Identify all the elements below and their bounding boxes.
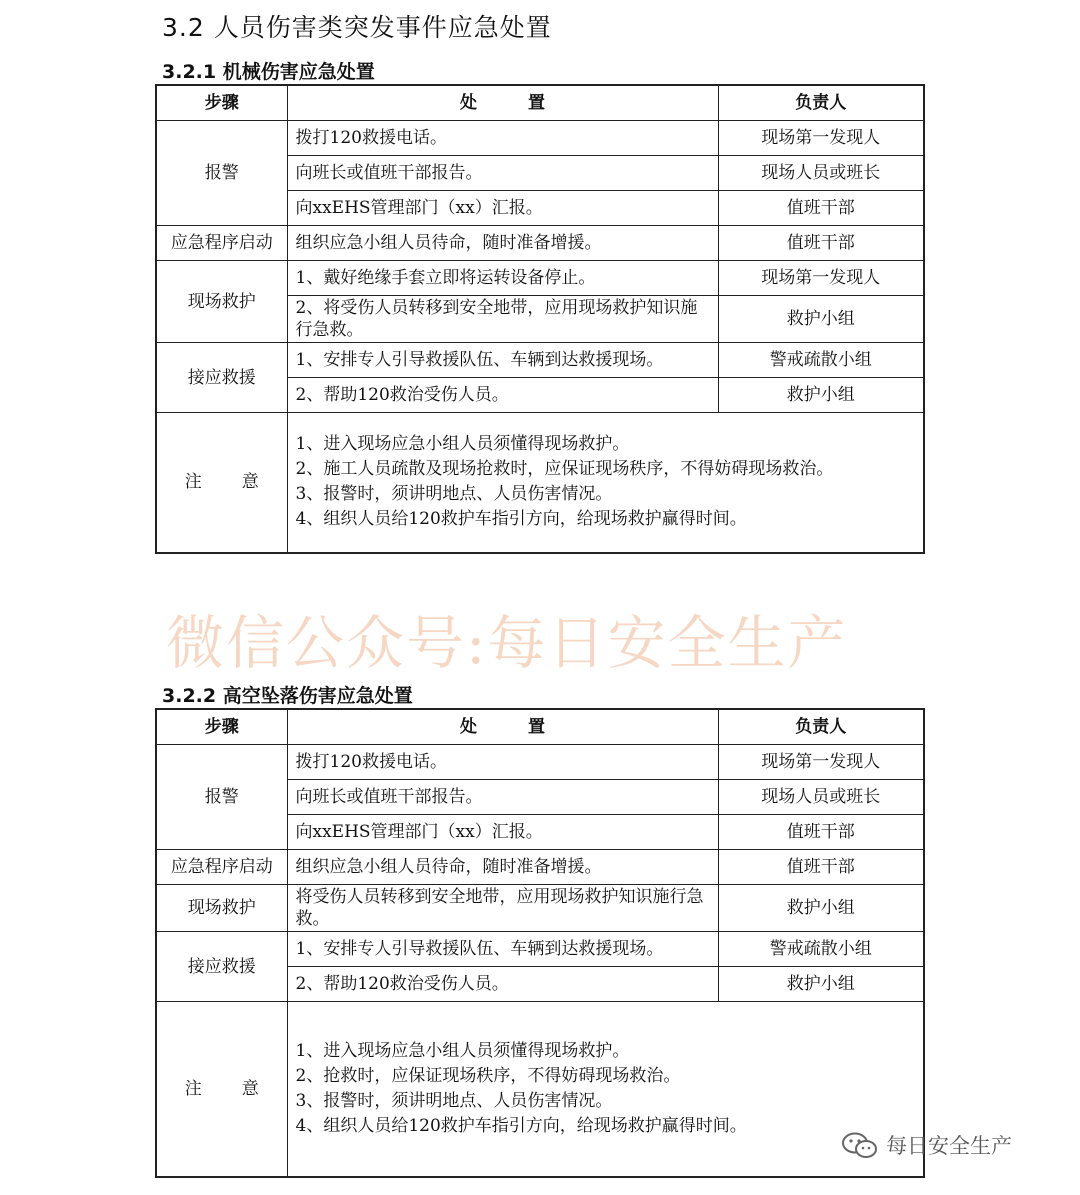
notes-label-b: 意 <box>241 1078 259 1099</box>
step-rescue: 现场救护 <box>156 261 287 343</box>
table-row <box>156 885 924 932</box>
owner-cell: 现场第一发现人 <box>718 121 924 156</box>
owner-cell: 值班干部 <box>718 226 924 261</box>
owner-cell: 救护小组 <box>718 378 924 413</box>
notes-label-b: 意 <box>241 472 259 493</box>
owner-cell: 警戒疏散小组 <box>718 932 924 967</box>
table-row-notes <box>156 1002 924 1177</box>
note-item: 4、组织人员给120救护车指引方向，给现场救护赢得时间。 <box>295 509 747 530</box>
note-item: 2、施工人员疏散及现场抢救时，应保证现场秩序，不得妨碍现场救治。 <box>295 459 834 480</box>
table-row-notes <box>156 413 924 553</box>
owner-cell: 救护小组 <box>718 296 924 343</box>
action-cell: 向xxEHS管理部门（xx）汇报。 <box>287 815 718 850</box>
header-owner: 负责人 <box>718 709 924 745</box>
table-row <box>156 261 924 296</box>
table-mechanical-injury <box>155 84 925 554</box>
note-item: 4、组织人员给120救护车指引方向，给现场救护赢得时间。 <box>295 1115 747 1136</box>
action-cell: 向班长或值班干部报告。 <box>287 780 718 815</box>
table-row <box>156 226 924 261</box>
wechat-icon <box>840 1130 880 1160</box>
table-row <box>156 121 924 156</box>
owner-cell: 现场人员或班长 <box>718 156 924 191</box>
header-action: 处 置 <box>287 709 718 745</box>
action-cell: 向xxEHS管理部门（xx）汇报。 <box>287 191 718 226</box>
action-cell: 1、戴好绝缘手套立即将运转设备停止。 <box>287 261 718 296</box>
step-support: 接应救援 <box>156 932 287 1002</box>
notes-label-a: 注 <box>184 472 202 493</box>
action-cell: 2、帮助120救治受伤人员。 <box>287 378 718 413</box>
action-cell: 2、帮助120救治受伤人员。 <box>287 967 718 1002</box>
action-cell: 1、安排专人引导救援队伍、车辆到达救援现场。 <box>287 343 718 378</box>
owner-cell: 值班干部 <box>718 815 924 850</box>
notes-label-a: 注 <box>184 1078 202 1099</box>
step-start: 应急程序启动 <box>156 850 287 885</box>
note-item: 2、抢救时，应保证现场秩序，不得妨碍现场救治。 <box>295 1065 681 1086</box>
section-title-fall: 3.2.2 高空坠落伤害应急处置 <box>162 685 413 707</box>
page-heading: 3.2 人员伤害类突发事件应急处置 <box>162 13 552 42</box>
table-row <box>156 932 924 967</box>
watermark-text: 微信公众号:每日安全生产 <box>166 609 848 677</box>
action-cell: 2、将受伤人员转移到安全地带，应用现场救护知识施行急救。 <box>287 296 718 343</box>
table-row <box>156 745 924 780</box>
section-title-mechanical: 3.2.1 机械伤害应急处置 <box>162 61 375 83</box>
table-header-row <box>156 85 924 121</box>
header-action: 处 置 <box>287 85 718 121</box>
note-item: 1、进入现场应急小组人员须懂得现场救护。 <box>295 1040 630 1061</box>
note-item: 3、报警时，须讲明地点、人员伤害情况。 <box>295 484 613 505</box>
action-cell: 1、安排专人引导救援队伍、车辆到达救援现场。 <box>287 932 718 967</box>
table-fall-injury <box>155 708 925 1178</box>
step-alarm: 报警 <box>156 745 287 850</box>
action-cell: 拨打120救援电话。 <box>287 745 718 780</box>
step-notes <box>156 413 287 553</box>
brand-name: 每日安全生产 <box>886 1134 1012 1158</box>
notes-list <box>287 413 924 553</box>
header-step: 步骤 <box>156 709 287 745</box>
brand-badge <box>840 1130 1012 1160</box>
table-row <box>156 850 924 885</box>
owner-cell: 值班干部 <box>718 191 924 226</box>
header-step: 步骤 <box>156 85 287 121</box>
notes-list <box>287 1002 924 1177</box>
owner-cell: 救护小组 <box>718 885 924 932</box>
owner-cell: 值班干部 <box>718 850 924 885</box>
owner-cell: 警戒疏散小组 <box>718 343 924 378</box>
action-cell: 组织应急小组人员待命，随时准备增援。 <box>287 850 718 885</box>
owner-cell: 现场第一发现人 <box>718 261 924 296</box>
owner-cell: 现场第一发现人 <box>718 745 924 780</box>
action-cell: 向班长或值班干部报告。 <box>287 156 718 191</box>
owner-cell: 救护小组 <box>718 967 924 1002</box>
owner-cell: 现场人员或班长 <box>718 780 924 815</box>
step-alarm: 报警 <box>156 121 287 226</box>
step-rescue: 现场救护 <box>156 885 287 932</box>
action-cell: 组织应急小组人员待命，随时准备增援。 <box>287 226 718 261</box>
table-row <box>156 343 924 378</box>
table-header-row <box>156 709 924 745</box>
step-notes <box>156 1002 287 1177</box>
note-item: 3、报警时，须讲明地点、人员伤害情况。 <box>295 1090 613 1111</box>
step-support: 接应救援 <box>156 343 287 413</box>
action-cell: 将受伤人员转移到安全地带，应用现场救护知识施行急救。 <box>287 885 718 932</box>
header-owner: 负责人 <box>718 85 924 121</box>
note-item: 1、进入现场应急小组人员须懂得现场救护。 <box>295 434 630 455</box>
action-cell: 拨打120救援电话。 <box>287 121 718 156</box>
step-start: 应急程序启动 <box>156 226 287 261</box>
